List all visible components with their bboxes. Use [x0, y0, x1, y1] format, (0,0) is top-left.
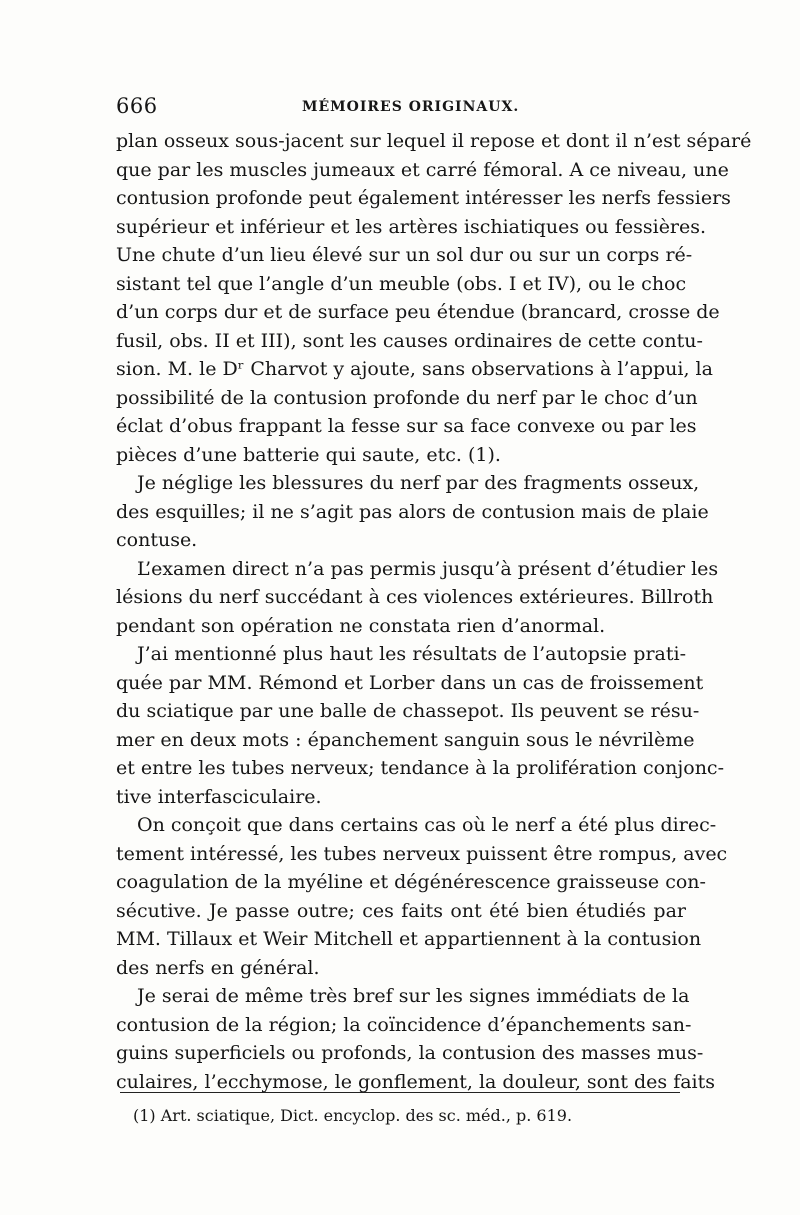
- text-line: que par les muscles jumeaux et carré fémoral. A ce niveau, une: [116, 158, 729, 181]
- text-line: pièces d’une batterie qui saute, etc. (1).: [116, 443, 501, 466]
- text-line: et entre les tubes nerveux; tendance à la prolifération conjonc-: [116, 757, 724, 779]
- text-line: d’un corps dur et de surface peu étendue (brancard, crosse de: [116, 301, 720, 323]
- text-line: sion. M. le Dʳ Charvot y ajoute, sans observations à l’appui, la: [116, 358, 713, 380]
- text-line: Je néglige les blessures du nerf par des fragments osseux,: [137, 472, 700, 494]
- text-line: On conçoit que dans certains cas où le nerf a été plus direc-: [137, 814, 717, 836]
- text-line: lésions du nerf succédant à ces violences extérieures. Billroth: [116, 586, 714, 608]
- text-line: contusion de la région; la coïncidence d’épanchements san-: [116, 1013, 692, 1036]
- text-line: des esquilles; il ne s’agit pas alors de contusion mais de plaie: [116, 500, 709, 523]
- text-line: tive interfasciculaire.: [116, 785, 322, 808]
- text-line: sistant tel que l’angle d’un meuble (obs. I et IV), ou le choc: [116, 272, 687, 295]
- text-line: L’examen direct n’a pas permis jusqu’à présent d’étudier les: [137, 557, 719, 580]
- text-line: mer en deux mots : épanchement sanguin sous le névrilème: [116, 728, 695, 751]
- page-number: 666: [116, 94, 158, 118]
- running-title: MÉMOIRES ORIGINAUX.: [302, 99, 520, 115]
- footnote: (1) Art. sciatique, Dict. encyclop. des sc. méd., p. 619.: [133, 1106, 573, 1125]
- text-line: contusion profonde peut également intéresser les nerfs fessiers: [116, 187, 731, 209]
- text-line: des nerfs en général.: [116, 956, 320, 979]
- text-line: quée par MM. Rémond et Lorber dans un cas de froissement: [116, 671, 704, 694]
- running-head: [116, 94, 686, 120]
- text-line: J’ai mentionné plus haut les résultats de l’autopsie prati-: [137, 643, 686, 665]
- text-line: Je serai de même très bref sur les signes immédiats de la: [137, 985, 690, 1007]
- body-text: [116, 127, 752, 1096]
- text-line: possibilité de la contusion profonde du nerf par le choc d’un: [116, 386, 698, 409]
- text-line: plan osseux sous-jacent sur lequel il repose et dont il n’est séparé: [116, 130, 752, 152]
- text-line: pendant son opération ne constata rien d’anormal.: [116, 614, 606, 637]
- text-line: éclat d’obus frappant la fesse sur sa face convexe ou par les: [116, 415, 697, 437]
- text-line: contuse.: [116, 529, 198, 551]
- text-line: sécutive. Je passe outre; ces faits ont été bien étudiés par: [116, 899, 686, 922]
- footnote-divider: [120, 1092, 680, 1093]
- text-line: fusil, obs. II et III), sont les causes ordinaires de cette contu-: [116, 329, 703, 352]
- text-line: Une chute d’un lieu élevé sur un sol dur ou sur un corps ré-: [116, 244, 693, 266]
- text-line: guins superficiels ou profonds, la contusion des masses mus-: [116, 1042, 704, 1064]
- text-line: supérieur et inférieur et les artères ischiatiques ou fessières.: [116, 215, 707, 238]
- text-line: coagulation de la myéline et dégénérescence graisseuse con-: [116, 871, 706, 893]
- text-line: culaires, l’ecchymose, le gonflement, la douleur, sont des faits: [116, 1070, 716, 1093]
- text-line: du sciatique par une balle de chassepot. Ils peuvent se résu-: [116, 700, 700, 722]
- text-line: MM. Tillaux et Weir Mitchell et appartiennent à la contusion: [116, 928, 702, 950]
- text-line: tement intéressé, les tubes nerveux puissent être rompus, avec: [116, 842, 728, 865]
